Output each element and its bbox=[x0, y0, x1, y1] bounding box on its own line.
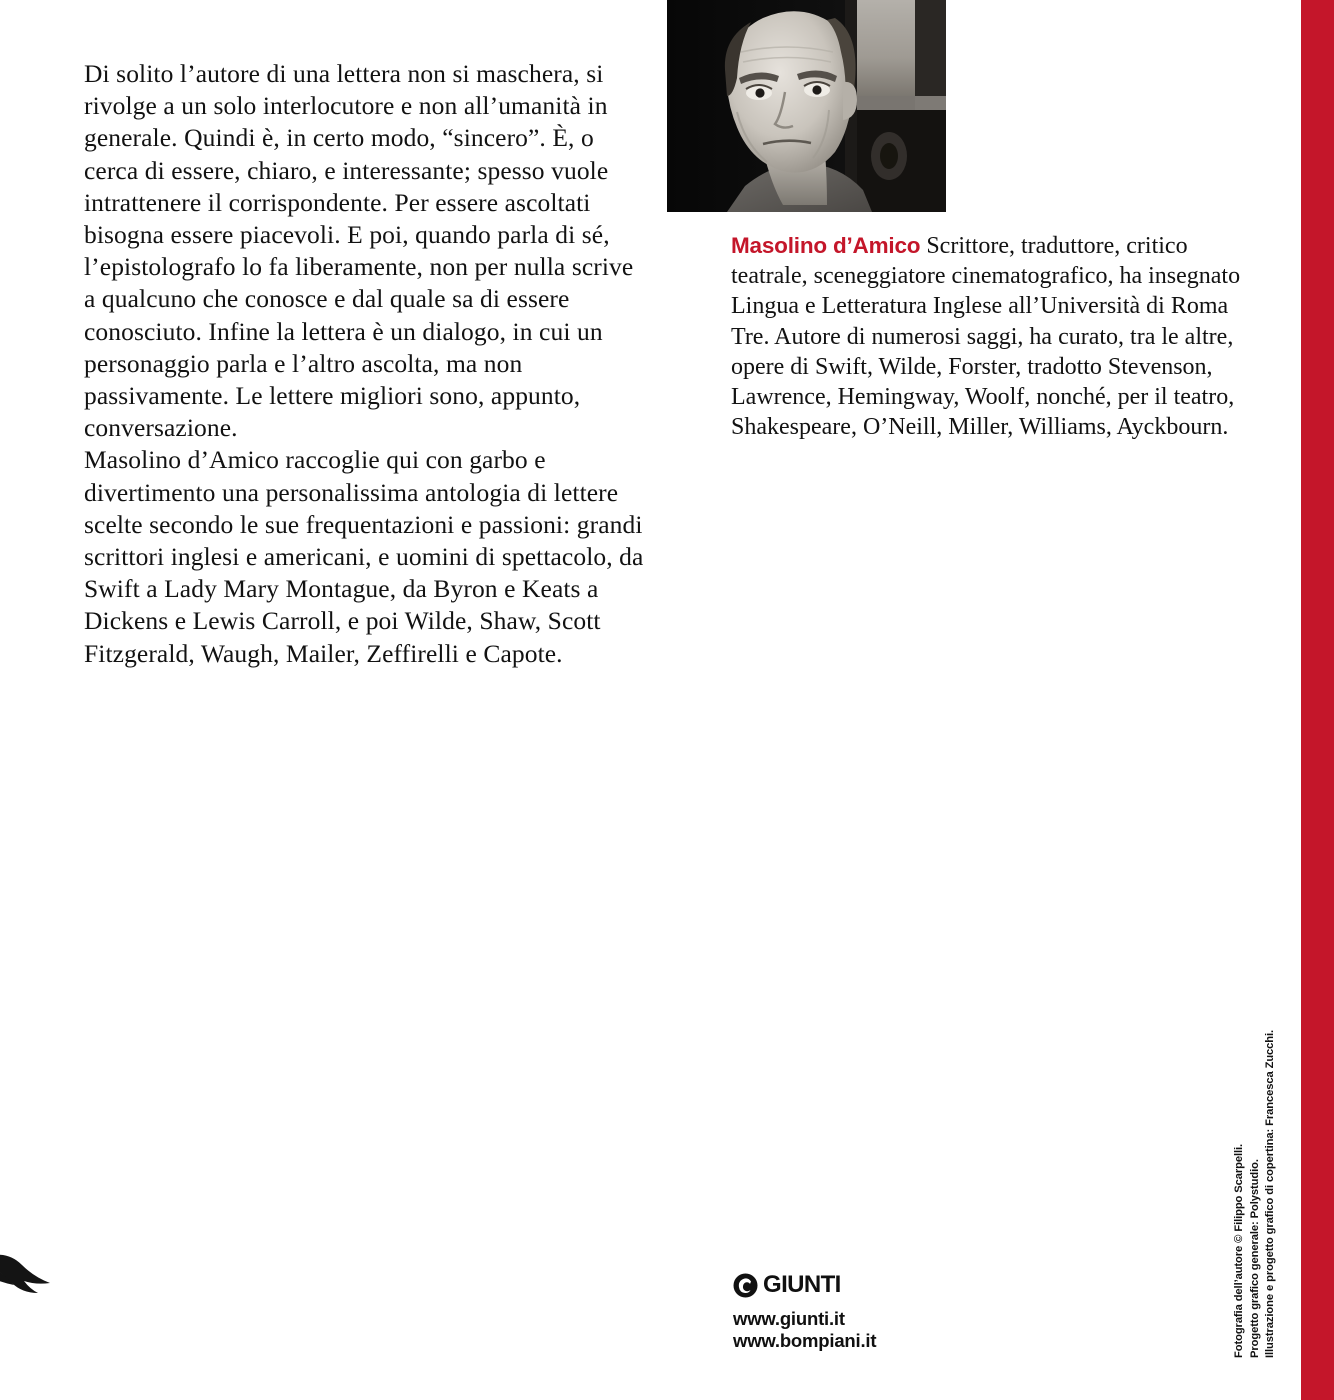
author-bio bbox=[731, 231, 1261, 442]
author-name: Masolino d’Amico bbox=[731, 233, 921, 258]
publisher-block bbox=[733, 1270, 876, 1352]
feather-quill-ornament bbox=[0, 1253, 60, 1303]
publisher-name: GIUNTI bbox=[763, 1271, 841, 1298]
credit-graphic-design: Progetto grafico generale: Polystudio. bbox=[1248, 1159, 1261, 1358]
publisher-logo[interactable] bbox=[733, 1270, 876, 1300]
credit-cover-illustration: Illustrazione e progetto grafico di copertina: Francesca Zucchi. bbox=[1264, 1029, 1276, 1358]
publisher-urls bbox=[733, 1308, 876, 1352]
feather-quill-icon bbox=[0, 1253, 60, 1303]
author-bio-text: Scrittore, traduttore, critico teatrale, sceneggiatore cinematografico, ha insegnato Lingua e Letteratura Inglese all’Università di Roma Tre. Autore di numerosi saggi, ha curato, tra le altre, opere di Swift, Wilde, Forster, tradotto Stevenson, Lawrence, Hemingway, Woolf, nonché, per il teatro, Shakespeare, O’Neill, Miller, Williams, Ayckbourn. bbox=[731, 233, 1241, 441]
author-photo bbox=[667, 0, 946, 212]
right-red-stripe bbox=[1301, 0, 1334, 1400]
url-giunti[interactable]: www.giunti.it bbox=[733, 1308, 845, 1329]
blurb-paragraph-2: Masolino d’Amico raccoglie qui con garbo e divertimento una personalissima antologia di lettere scelte secondo le sue frequentazioni e passioni: grandi scrittori inglesi e americani, e uomini di spettacolo, da Swift a Lady Mary Montague, da Byron e Keats a Dickens e Lewis Carroll, e poi Wilde, Shaw, Scott Fitzgerald, Waugh, Mailer, Zeffirelli e Capote. bbox=[84, 445, 644, 668]
cover-credits bbox=[1232, 988, 1279, 1358]
back-cover-blurb bbox=[84, 58, 644, 670]
blurb-paragraph-1: Di solito l’autore di una lettera non si maschera, si rivolge a un solo interlocutore e non all’umanità in generale. Quindi è, in certo modo, “sincero”. È, o cerca di essere, chiaro, e interessante; spesso vuole intrattenere il corrispondente. Per essere ascoltati bisogna essere piacevoli. E poi, quando parla di sé, l’epistolografo lo fa liberamente, non per nulla scrive a qualcuno che conosce e dal quale sa di essere conosciuto. Infine la lettera è un dialogo, in cui un personaggio parla e l’altro ascolta, ma non passivamente. Le lettere migliori sono, appunto, conversazione. bbox=[84, 59, 634, 443]
url-bompiani[interactable]: www.bompiani.it bbox=[733, 1330, 877, 1351]
author-portrait-image bbox=[667, 0, 946, 212]
credit-photo: Fotografia dell’autore © Filippo Scarpelli. bbox=[1233, 1143, 1245, 1358]
giunti-logo-icon bbox=[733, 1273, 758, 1298]
